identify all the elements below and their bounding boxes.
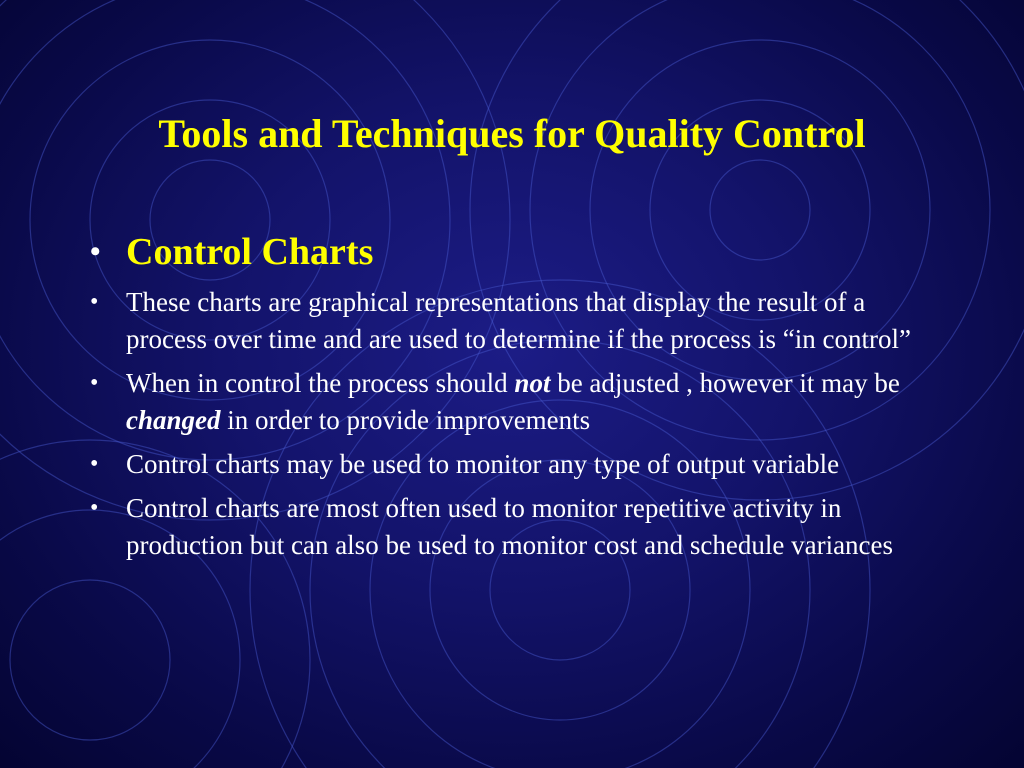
bullet-icon: • — [90, 289, 99, 315]
bullet-item — [84, 490, 944, 564]
bullet-item — [84, 284, 944, 358]
bullet-text: These charts are graphical representations that display the result of a process over time and are used to determine if the process is “in control” — [126, 287, 911, 354]
slide-title: Tools and Techniques for Quality Control — [158, 111, 866, 156]
bullet-item — [84, 365, 944, 439]
bullet-text-part: When in control the process should — [126, 368, 515, 398]
bullet-item — [84, 446, 944, 483]
bullet-icon: • — [90, 495, 99, 521]
bullet-text-part: in order to provide improvements — [220, 405, 591, 435]
bullet-text-part: be adjusted , however it may be — [550, 368, 900, 398]
emphasis-not: not — [514, 368, 551, 398]
bullet-list — [84, 226, 944, 571]
emphasis-changed: changed — [126, 405, 221, 435]
bullet-text: Control charts may be used to monitor any type of output variable — [126, 449, 840, 479]
heading-item — [84, 226, 944, 278]
bullet-text: Control charts are most often used to monitor repetitive activity in production but can also be used to monitor cost and schedule variances — [126, 493, 894, 560]
heading-text: Control Charts — [126, 231, 374, 273]
bullet-icon: • — [90, 451, 99, 477]
bullet-icon: • — [90, 235, 101, 268]
bullet-icon: • — [90, 370, 99, 396]
